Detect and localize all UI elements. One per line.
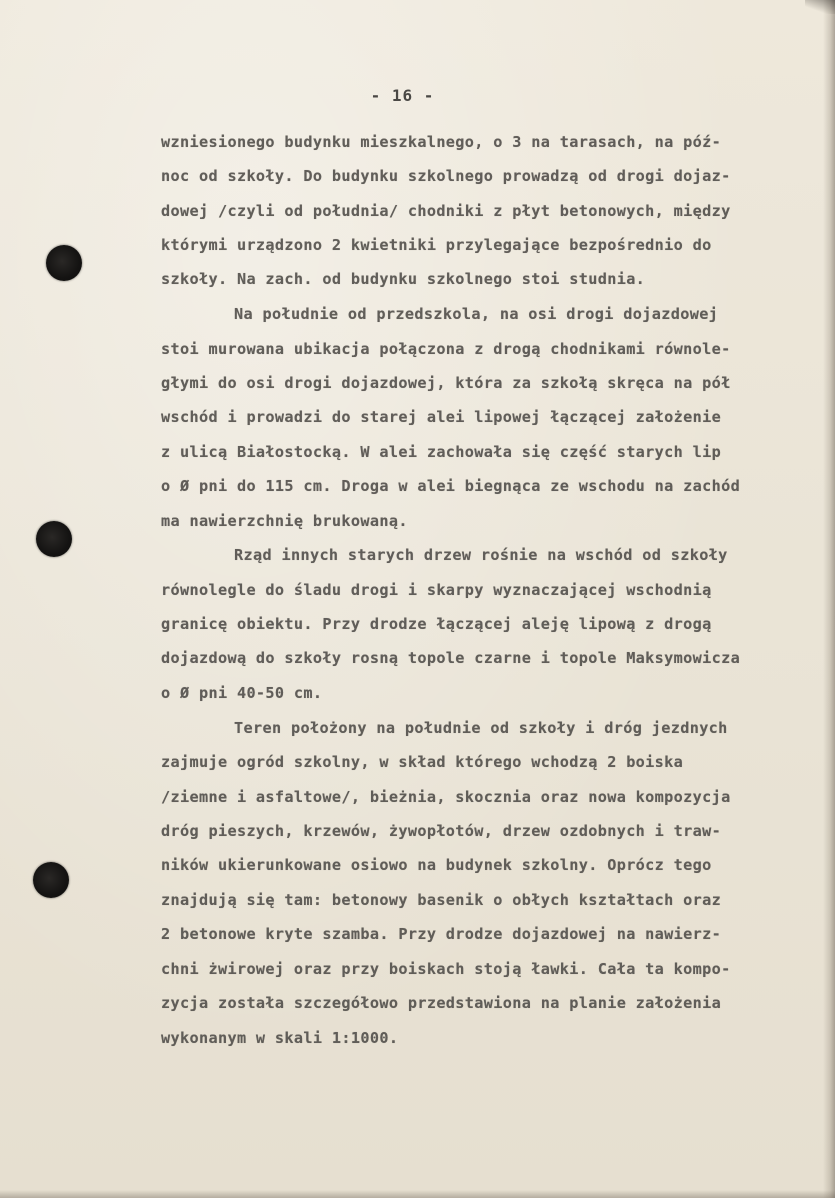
text-line: głymi do osi drogi dojazdowej, która za szkołą skręca na pół (161, 374, 731, 392)
text-line: równolegle do śladu drogi i skarpy wyznaczającej wschodnią (161, 581, 712, 599)
text-line: dowej /czyli od południa/ chodniki z płyt betonowych, między (161, 202, 731, 220)
page-number: - 16 - (370, 86, 435, 105)
text-line: ników ukierunkowane osiowo na budynek szkolny. Oprócz tego (161, 856, 712, 874)
text-line: Teren położony na południe od szkoły i dróg jezdnych (234, 719, 728, 737)
text-line: szkoły. Na zach. od budynku szkolnego stoi studnia. (161, 270, 646, 288)
text-line: ma nawierzchnię brukowaną. (161, 512, 408, 530)
text-line: wschód i prowadzi do starej alei lipowej łączącej założenie (161, 408, 722, 426)
text-line: dróg pieszych, krzewów, żywopłotów, drzew ozdobnych i traw- (161, 822, 722, 840)
text-line: zycja została szczegółowo przedstawiona na planie założenia (161, 994, 722, 1012)
text-line: chni żwirowej oraz przy boiskach stoją ławki. Cała ta kompo- (161, 960, 731, 978)
text-line: wzniesionego budynku mieszkalnego, o 3 na tarasach, na póź- (161, 133, 722, 151)
text-line: o Ø pni 40-50 cm. (161, 684, 323, 702)
page-edge-bottom (0, 1190, 835, 1198)
text-line: Rząd innych starych drzew rośnie na wschód od szkoły (234, 546, 728, 564)
text-line: z ulicą Białostocką. W alei zachowała się część starych lip (161, 443, 722, 461)
punch-hole-top (46, 245, 82, 281)
text-line: granicę obiektu. Przy drodze łączącej aleję lipową z drogą (161, 615, 712, 633)
page-edge-right (823, 0, 835, 1198)
text-line: /ziemne i asfaltowe/, bieżnia, skocznia oraz nowa kompozycja (161, 788, 731, 806)
text-line: którymi urządzono 2 kwietniki przylegające bezpośrednio do (161, 236, 712, 254)
text-line: dojazdową do szkoły rosną topole czarne i topole Maksymowicza (161, 649, 741, 667)
text-line: wykonanym w skali 1:1000. (161, 1029, 399, 1047)
text-line: znajdują się tam: betonowy basenik o obłych kształtach oraz (161, 891, 722, 909)
text-line: o Ø pni do 115 cm. Droga w alei biegnąca ze wschodu na zachód (161, 477, 741, 495)
text-line: 2 betonowe kryte szamba. Przy drodze dojazdowej na nawierz- (161, 925, 722, 943)
text-line: stoi murowana ubikacja połączona z drogą chodnikami równole- (161, 340, 731, 358)
punch-hole-bottom (33, 862, 69, 898)
page-corner-shadow (805, 0, 835, 14)
text-line: noc od szkoły. Do budynku szkolnego prowadzą od drogi dojaz- (161, 167, 731, 185)
text-line: Na południe od przedszkola, na osi drogi dojazdowej (234, 305, 719, 323)
punch-hole-middle (36, 521, 72, 557)
text-line: zajmuje ogród szkolny, w skład którego wchodzą 2 boiska (161, 753, 684, 771)
